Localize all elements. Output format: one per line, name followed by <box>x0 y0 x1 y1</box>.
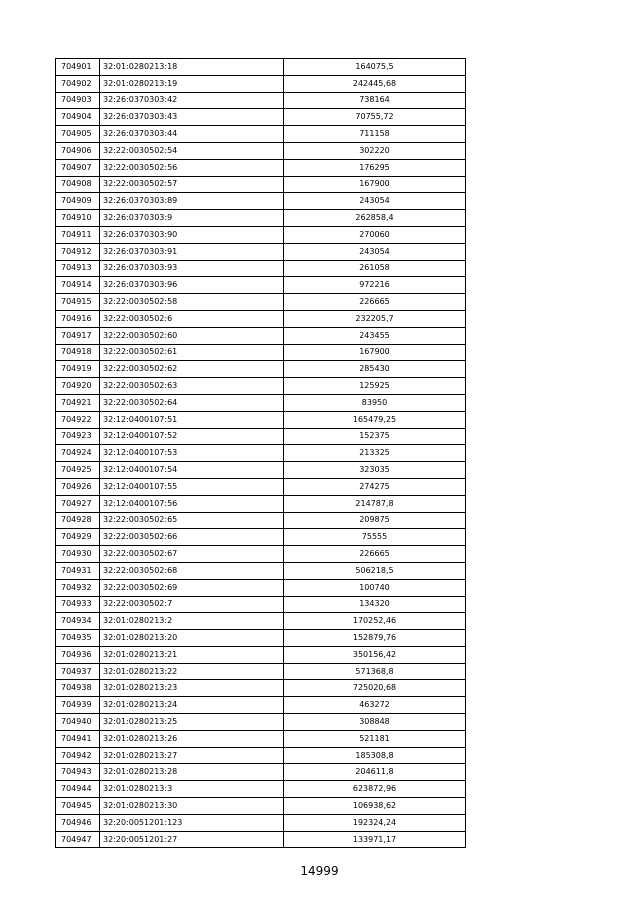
table-row <box>56 109 466 126</box>
table-row <box>56 462 466 479</box>
table-row <box>56 546 466 563</box>
row-id-cell: 704930 <box>56 546 100 563</box>
table-row <box>56 260 466 277</box>
cadastral-number-cell: 32:01:0280213:30 <box>100 798 284 815</box>
cadastral-number-cell: 32:22:0030502:56 <box>100 159 284 176</box>
table-body <box>56 59 466 848</box>
table-row <box>56 445 466 462</box>
value-cell: 185308,8 <box>284 747 466 764</box>
table-row <box>56 210 466 227</box>
table-row <box>56 310 466 327</box>
row-id-cell: 704935 <box>56 630 100 647</box>
row-id-cell: 704926 <box>56 478 100 495</box>
row-id-cell: 704919 <box>56 361 100 378</box>
cadastral-number-cell: 32:01:0280213:3 <box>100 781 284 798</box>
row-id-cell: 704939 <box>56 697 100 714</box>
row-id-cell: 704903 <box>56 92 100 109</box>
row-id-cell: 704923 <box>56 428 100 445</box>
row-id-cell: 704906 <box>56 142 100 159</box>
value-cell: 133971,17 <box>284 831 466 848</box>
table-row <box>56 663 466 680</box>
table-row <box>56 646 466 663</box>
table-row <box>56 126 466 143</box>
cadastral-number-cell: 32:22:0030502:66 <box>100 529 284 546</box>
table-row <box>56 394 466 411</box>
row-id-cell: 704910 <box>56 210 100 227</box>
table-row <box>56 680 466 697</box>
cadastral-number-cell: 32:26:0370303:44 <box>100 126 284 143</box>
page-number: 14999 <box>300 864 339 878</box>
row-id-cell: 704905 <box>56 126 100 143</box>
value-cell: 506218,5 <box>284 562 466 579</box>
row-id-cell: 704934 <box>56 613 100 630</box>
cadastral-number-cell: 32:01:0280213:2 <box>100 613 284 630</box>
value-cell: 134320 <box>284 596 466 613</box>
table-row <box>56 243 466 260</box>
value-cell: 209875 <box>284 512 466 529</box>
value-cell: 70755,72 <box>284 109 466 126</box>
table-row <box>56 176 466 193</box>
row-id-cell: 704914 <box>56 277 100 294</box>
value-cell: 308848 <box>284 714 466 731</box>
row-id-cell: 704945 <box>56 798 100 815</box>
cadastral-number-cell: 32:01:0280213:25 <box>100 714 284 731</box>
cadastral-number-cell: 32:12:0400107:51 <box>100 411 284 428</box>
value-cell: 152375 <box>284 428 466 445</box>
value-cell: 100740 <box>284 579 466 596</box>
row-id-cell: 704933 <box>56 596 100 613</box>
value-cell: 164075,5 <box>284 59 466 76</box>
cadastral-number-cell: 32:22:0030502:67 <box>100 546 284 563</box>
cadastral-number-cell: 32:01:0280213:20 <box>100 630 284 647</box>
table-row <box>56 59 466 76</box>
table-row <box>56 613 466 630</box>
table-row <box>56 781 466 798</box>
value-cell: 167900 <box>284 176 466 193</box>
row-id-cell: 704931 <box>56 562 100 579</box>
row-id-cell: 704924 <box>56 445 100 462</box>
cadastral-number-cell: 32:26:0370303:9 <box>100 210 284 227</box>
table-row <box>56 277 466 294</box>
cadastral-number-cell: 32:26:0370303:43 <box>100 109 284 126</box>
value-cell: 204611,8 <box>284 764 466 781</box>
row-id-cell: 704908 <box>56 176 100 193</box>
cadastral-number-cell: 32:12:0400107:52 <box>100 428 284 445</box>
cadastral-number-cell: 32:01:0280213:21 <box>100 646 284 663</box>
value-cell: 152879,76 <box>284 630 466 647</box>
table-row <box>56 747 466 764</box>
value-cell: 226665 <box>284 546 466 563</box>
cadastral-number-cell: 32:01:0280213:26 <box>100 730 284 747</box>
data-table <box>55 58 466 848</box>
value-cell: 270060 <box>284 226 466 243</box>
row-id-cell: 704922 <box>56 411 100 428</box>
cadastral-number-cell: 32:22:0030502:69 <box>100 579 284 596</box>
cadastral-number-cell: 32:22:0030502:58 <box>100 294 284 311</box>
value-cell: 463272 <box>284 697 466 714</box>
cadastral-number-cell: 32:20:0051201:123 <box>100 814 284 831</box>
value-cell: 725020,68 <box>284 680 466 697</box>
cadastral-number-cell: 32:22:0030502:65 <box>100 512 284 529</box>
cadastral-number-cell: 32:01:0280213:18 <box>100 59 284 76</box>
row-id-cell: 704921 <box>56 394 100 411</box>
value-cell: 176295 <box>284 159 466 176</box>
value-cell: 243054 <box>284 243 466 260</box>
row-id-cell: 704911 <box>56 226 100 243</box>
table-row <box>56 562 466 579</box>
table-row <box>56 831 466 848</box>
value-cell: 972216 <box>284 277 466 294</box>
value-cell: 711158 <box>284 126 466 143</box>
cadastral-number-cell: 32:26:0370303:89 <box>100 193 284 210</box>
value-cell: 243455 <box>284 327 466 344</box>
table-row <box>56 159 466 176</box>
cadastral-number-cell: 32:22:0030502:60 <box>100 327 284 344</box>
row-id-cell: 704927 <box>56 495 100 512</box>
table-row <box>56 495 466 512</box>
value-cell: 623872,96 <box>284 781 466 798</box>
value-cell: 232205,7 <box>284 310 466 327</box>
value-cell: 125925 <box>284 378 466 395</box>
cadastral-number-cell: 32:01:0280213:24 <box>100 697 284 714</box>
row-id-cell: 704915 <box>56 294 100 311</box>
table-row <box>56 579 466 596</box>
value-cell: 75555 <box>284 529 466 546</box>
value-cell: 350156,42 <box>284 646 466 663</box>
cadastral-number-cell: 32:26:0370303:96 <box>100 277 284 294</box>
cadastral-number-cell: 32:22:0030502:57 <box>100 176 284 193</box>
table-row <box>56 294 466 311</box>
row-id-cell: 704941 <box>56 730 100 747</box>
value-cell: 226665 <box>284 294 466 311</box>
cadastral-number-cell: 32:26:0370303:90 <box>100 226 284 243</box>
cadastral-number-cell: 32:22:0030502:64 <box>100 394 284 411</box>
cadastral-number-cell: 32:22:0030502:63 <box>100 378 284 395</box>
table-row <box>56 798 466 815</box>
row-id-cell: 704936 <box>56 646 100 663</box>
row-id-cell: 704942 <box>56 747 100 764</box>
row-id-cell: 704946 <box>56 814 100 831</box>
value-cell: 213325 <box>284 445 466 462</box>
cadastral-number-cell: 32:12:0400107:56 <box>100 495 284 512</box>
table-row <box>56 92 466 109</box>
row-id-cell: 704944 <box>56 781 100 798</box>
row-id-cell: 704920 <box>56 378 100 395</box>
table-row <box>56 142 466 159</box>
cadastral-number-cell: 32:26:0370303:42 <box>100 92 284 109</box>
table-row <box>56 193 466 210</box>
value-cell: 738164 <box>284 92 466 109</box>
table-row <box>56 327 466 344</box>
table-row <box>56 75 466 92</box>
row-id-cell: 704940 <box>56 714 100 731</box>
row-id-cell: 704937 <box>56 663 100 680</box>
row-id-cell: 704947 <box>56 831 100 848</box>
table-row <box>56 814 466 831</box>
table-row <box>56 428 466 445</box>
cadastral-number-cell: 32:26:0370303:91 <box>100 243 284 260</box>
row-id-cell: 704932 <box>56 579 100 596</box>
table-row <box>56 361 466 378</box>
cadastral-number-cell: 32:12:0400107:54 <box>100 462 284 479</box>
row-id-cell: 704917 <box>56 327 100 344</box>
row-id-cell: 704913 <box>56 260 100 277</box>
table-row <box>56 697 466 714</box>
cadastral-number-cell: 32:01:0280213:27 <box>100 747 284 764</box>
value-cell: 165479,25 <box>284 411 466 428</box>
row-id-cell: 704904 <box>56 109 100 126</box>
cadastral-number-cell: 32:22:0030502:7 <box>100 596 284 613</box>
value-cell: 167900 <box>284 344 466 361</box>
row-id-cell: 704918 <box>56 344 100 361</box>
table-row <box>56 714 466 731</box>
table-row <box>56 596 466 613</box>
cadastral-number-cell: 32:12:0400107:55 <box>100 478 284 495</box>
value-cell: 571368,8 <box>284 663 466 680</box>
cadastral-number-cell: 32:22:0030502:6 <box>100 310 284 327</box>
row-id-cell: 704929 <box>56 529 100 546</box>
value-cell: 285430 <box>284 361 466 378</box>
value-cell: 243054 <box>284 193 466 210</box>
row-id-cell: 704916 <box>56 310 100 327</box>
row-id-cell: 704912 <box>56 243 100 260</box>
cadastral-number-cell: 32:22:0030502:68 <box>100 562 284 579</box>
row-id-cell: 704907 <box>56 159 100 176</box>
value-cell: 262858,4 <box>284 210 466 227</box>
cadastral-number-cell: 32:20:0051201:27 <box>100 831 284 848</box>
value-cell: 323035 <box>284 462 466 479</box>
value-cell: 192324,24 <box>284 814 466 831</box>
table-row <box>56 411 466 428</box>
cadastral-number-cell: 32:12:0400107:53 <box>100 445 284 462</box>
row-id-cell: 704902 <box>56 75 100 92</box>
row-id-cell: 704928 <box>56 512 100 529</box>
table-row <box>56 764 466 781</box>
value-cell: 302220 <box>284 142 466 159</box>
value-cell: 170252,46 <box>284 613 466 630</box>
cadastral-number-cell: 32:01:0280213:19 <box>100 75 284 92</box>
value-cell: 106938,62 <box>284 798 466 815</box>
table-row <box>56 730 466 747</box>
cadastral-number-cell: 32:22:0030502:54 <box>100 142 284 159</box>
value-cell: 83950 <box>284 394 466 411</box>
value-cell: 261058 <box>284 260 466 277</box>
value-cell: 214787,8 <box>284 495 466 512</box>
table-row <box>56 344 466 361</box>
row-id-cell: 704943 <box>56 764 100 781</box>
row-id-cell: 704938 <box>56 680 100 697</box>
row-id-cell: 704925 <box>56 462 100 479</box>
table-row <box>56 529 466 546</box>
cadastral-number-cell: 32:22:0030502:61 <box>100 344 284 361</box>
row-id-cell: 704909 <box>56 193 100 210</box>
table-row <box>56 378 466 395</box>
row-id-cell: 704901 <box>56 59 100 76</box>
table-row <box>56 226 466 243</box>
cadastral-number-cell: 32:01:0280213:28 <box>100 764 284 781</box>
cadastral-number-cell: 32:01:0280213:23 <box>100 680 284 697</box>
table-row <box>56 630 466 647</box>
cadastral-number-cell: 32:01:0280213:22 <box>100 663 284 680</box>
table-row <box>56 478 466 495</box>
cadastral-number-cell: 32:26:0370303:93 <box>100 260 284 277</box>
value-cell: 274275 <box>284 478 466 495</box>
value-cell: 521181 <box>284 730 466 747</box>
table-row <box>56 512 466 529</box>
value-cell: 242445,68 <box>284 75 466 92</box>
cadastral-number-cell: 32:22:0030502:62 <box>100 361 284 378</box>
